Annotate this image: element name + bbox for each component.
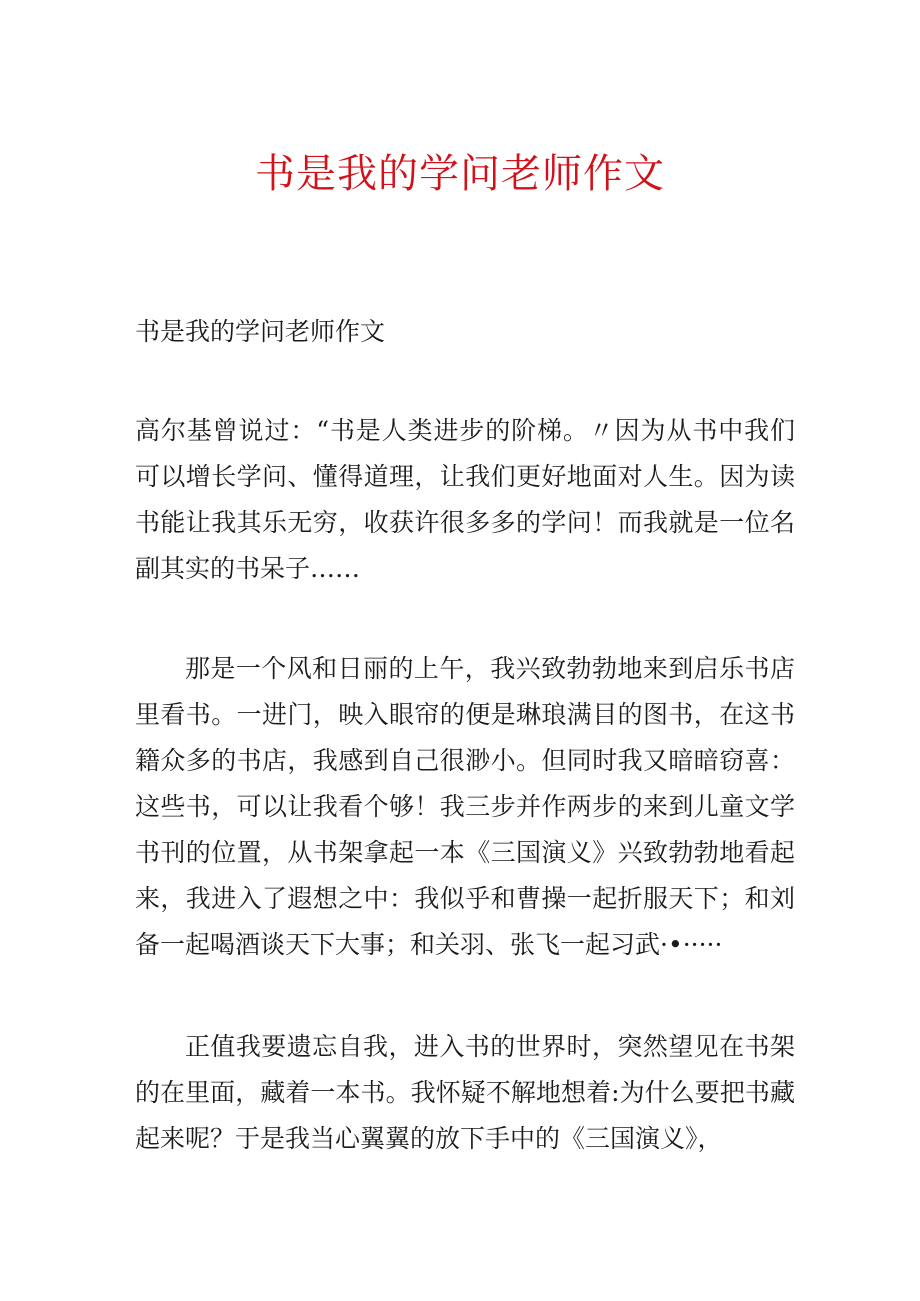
paragraph-hidden-book: 正值我要遗忘自我，进入书的世界时，突然望见在书架的在里面，藏着一本书。我怀疑不解地想着:为什么要把书藏起来呢？于是我当心翼翼的放下手中的《三国演义》，	[135, 1032, 795, 1153]
document-title: 书是我的学问老师作文	[255, 151, 665, 197]
document-subtitle: 书是我的学问老师作文	[135, 317, 386, 346]
paragraph-bookstore: 那是一个风和日丽的上午，我兴致勃勃地来到启乐书店里看书。一进门，映入眼帘的便是琳琅满目的图书，在这书籍众多的书店，我感到自己很渺小。但同时我又暗暗窃喜：这些书，可以让我看个够！我三步并作两步的来到儿童文学书刊的位置，从书架拿起一本《三国演义》兴致勃勃地看起来，我进入了遐想之中：我似乎和曹操一起折服天下；和刘备一起喝酒谈天下大事；和关羽、张飞一起习武·•·····	[135, 654, 795, 959]
paragraph-intro: 高尔基曾说过：“书是人类进步的阶梯。〃因为从书中我们可以增长学问、懂得道理，让我们更好地面对人生。因为读书能让我其乐无穷，收获许很多多的学问！而我就是一位名副其实的书呆子……	[135, 416, 795, 583]
